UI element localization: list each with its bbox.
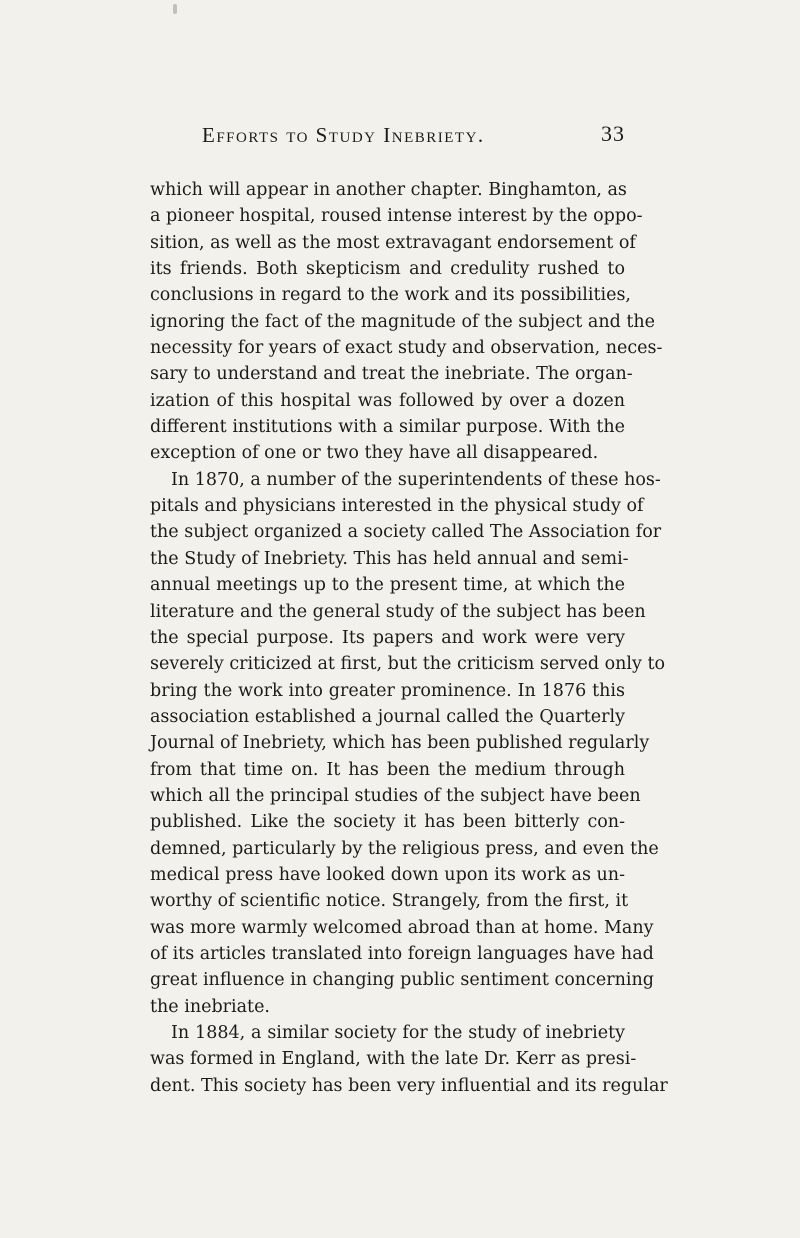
text-line: necessity for years of exact study and observation, neces- [150,338,663,359]
text-line: dent. This society has been very influential and its regular [150,1075,668,1096]
text-line: bring the work into greater prominence. In 1876 this [150,680,625,701]
text-line: great influence in changing public sentiment concerning [150,970,654,991]
text-line: sition, as well as the most extravagant endorsement of [150,232,636,253]
text-line: worthy of scientific notice. Strangely, from the first, it [150,891,629,912]
text-line: medical press have looked down upon its work as un- [150,864,625,885]
text-line: severely criticized at first, but the criticism served only to [150,654,666,675]
text-line: which all the principal studies of the subject have been [150,785,641,806]
text-line: which will appear in another chapter. Binghamton, as [150,180,627,200]
text-line: was formed in England, with the late Dr. Kerr as presi- [150,1049,637,1070]
paragraph-end-line: the inebriate. [150,996,270,1017]
text-line: published. Like the society it has been bitterly con- [150,812,625,833]
text-line: annual meetings up to the present time, at which the [150,575,625,596]
text-line: a pioneer hospital, roused intense interest by the oppo- [150,206,643,227]
text-line: the special purpose. Its papers and work were very [150,627,625,648]
text-line: demned, particularly by the religious press, and even the [150,838,659,859]
body-text [150,177,668,1099]
running-head: Efforts to Study Inebriety. [202,123,485,147]
paragraph-start-line: In 1884, a similar society for the study of inebriety [171,1023,625,1043]
text-line: from that time on. It has been the medium through [150,759,625,780]
text-line: its friends. Both skepticism and credulity rushed to [150,259,625,280]
text-line: the Study of Inebriety. This has held annual and semi- [150,548,629,569]
page-number: 33 [601,121,625,146]
text-line: ignoring the fact of the magnitude of the subject and the [150,311,656,332]
paragraph-start-line: In 1870, a number of the superintendents of these hos- [171,469,661,490]
text-line: association established a journal called the Quarterly [150,706,625,727]
text-line: of its articles translated into foreign languages have had [150,943,654,964]
paragraph-end-line: exception of one or two they have all disappeared. [150,443,599,464]
text-line: sary to understand and treat the inebriate. The organ- [150,364,633,385]
text-line: literature and the general study of the subject has been [150,601,646,622]
paper-speck [173,4,177,14]
text-line: ization of this hospital was followed by over a dozen [150,390,625,411]
text-line: conclusions in regard to the work and its possibilities, [150,285,631,306]
text-line: Journal of Inebriety, which has been published regularly [150,733,650,754]
text-line: different institutions with a similar purpose. With the [150,417,625,438]
text-line: was more warmly welcomed abroad than at home. Many [150,917,654,938]
text-line: pitals and physicians interested in the physical study of [150,496,644,517]
page-header [150,114,625,150]
text-line: the subject organized a society called The Association for [150,522,662,543]
